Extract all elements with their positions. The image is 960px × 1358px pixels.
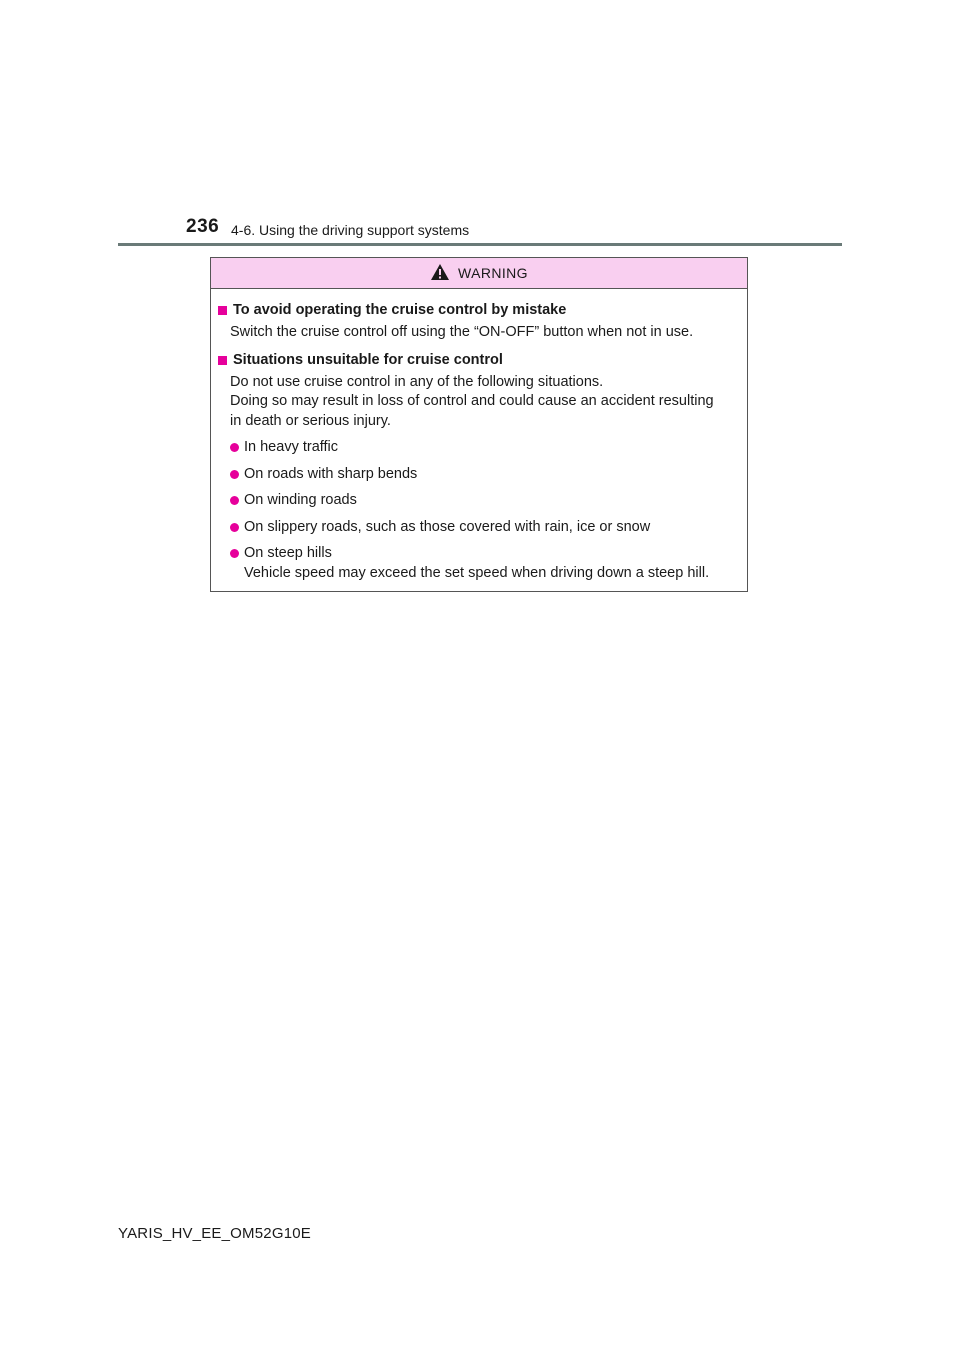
topic-text-line: Doing so may result in loss of control and could cause an accident resulting [230,393,714,409]
square-bullet-icon [218,356,227,365]
list-item-note: Vehicle speed may exceed the set speed when driving down a steep hill. [244,564,710,581]
list-item [218,518,737,538]
topic-text-line: Do not use cruise control in any of the following situations. [230,373,604,390]
warning-header [211,258,747,289]
section-title: 4-6. Using the driving support systems [231,222,470,238]
list-item-text: On steep hills [244,545,332,561]
header-divider [118,243,842,246]
dot-bullet-icon [230,523,239,532]
list-item-text: In heavy traffic [244,439,339,455]
topic-heading-text: Situations unsuitable for cruise control [233,351,503,368]
topic-heading [218,301,737,320]
warning-title: WARNING [458,265,528,281]
topic-heading-text: To avoid operating the cruise control by mistake [233,302,567,318]
topic-unsuitable-situations [218,351,737,584]
list-item-text: On slippery roads, such as those covered with rain, ice or snow [244,518,651,535]
list-item-text: On roads with sharp bends [244,465,418,482]
topic-heading [218,351,737,370]
warning-box [210,257,748,592]
topic-text [218,373,737,432]
square-bullet-icon [218,306,227,315]
page-number: 236 [186,216,220,237]
dot-bullet-icon [230,470,239,479]
warning-body [211,289,747,583]
topic-text: Switch the cruise control off using the “ON-OFF” button when not in use. [230,324,694,340]
topic-avoid-mistake [218,301,737,343]
list-item [218,491,737,511]
warning-triangle-icon [430,263,450,281]
topic-text-line: in death or serious injury. [230,412,391,429]
dot-bullet-icon [230,549,239,558]
document-code: YARIS_HV_EE_OM52G10E [118,1225,311,1242]
list-item-text: On winding roads [244,492,357,508]
list-item [218,438,737,458]
list-item [218,465,737,485]
dot-bullet-icon [230,496,239,505]
list-item [218,544,737,583]
dot-bullet-icon [230,443,239,452]
